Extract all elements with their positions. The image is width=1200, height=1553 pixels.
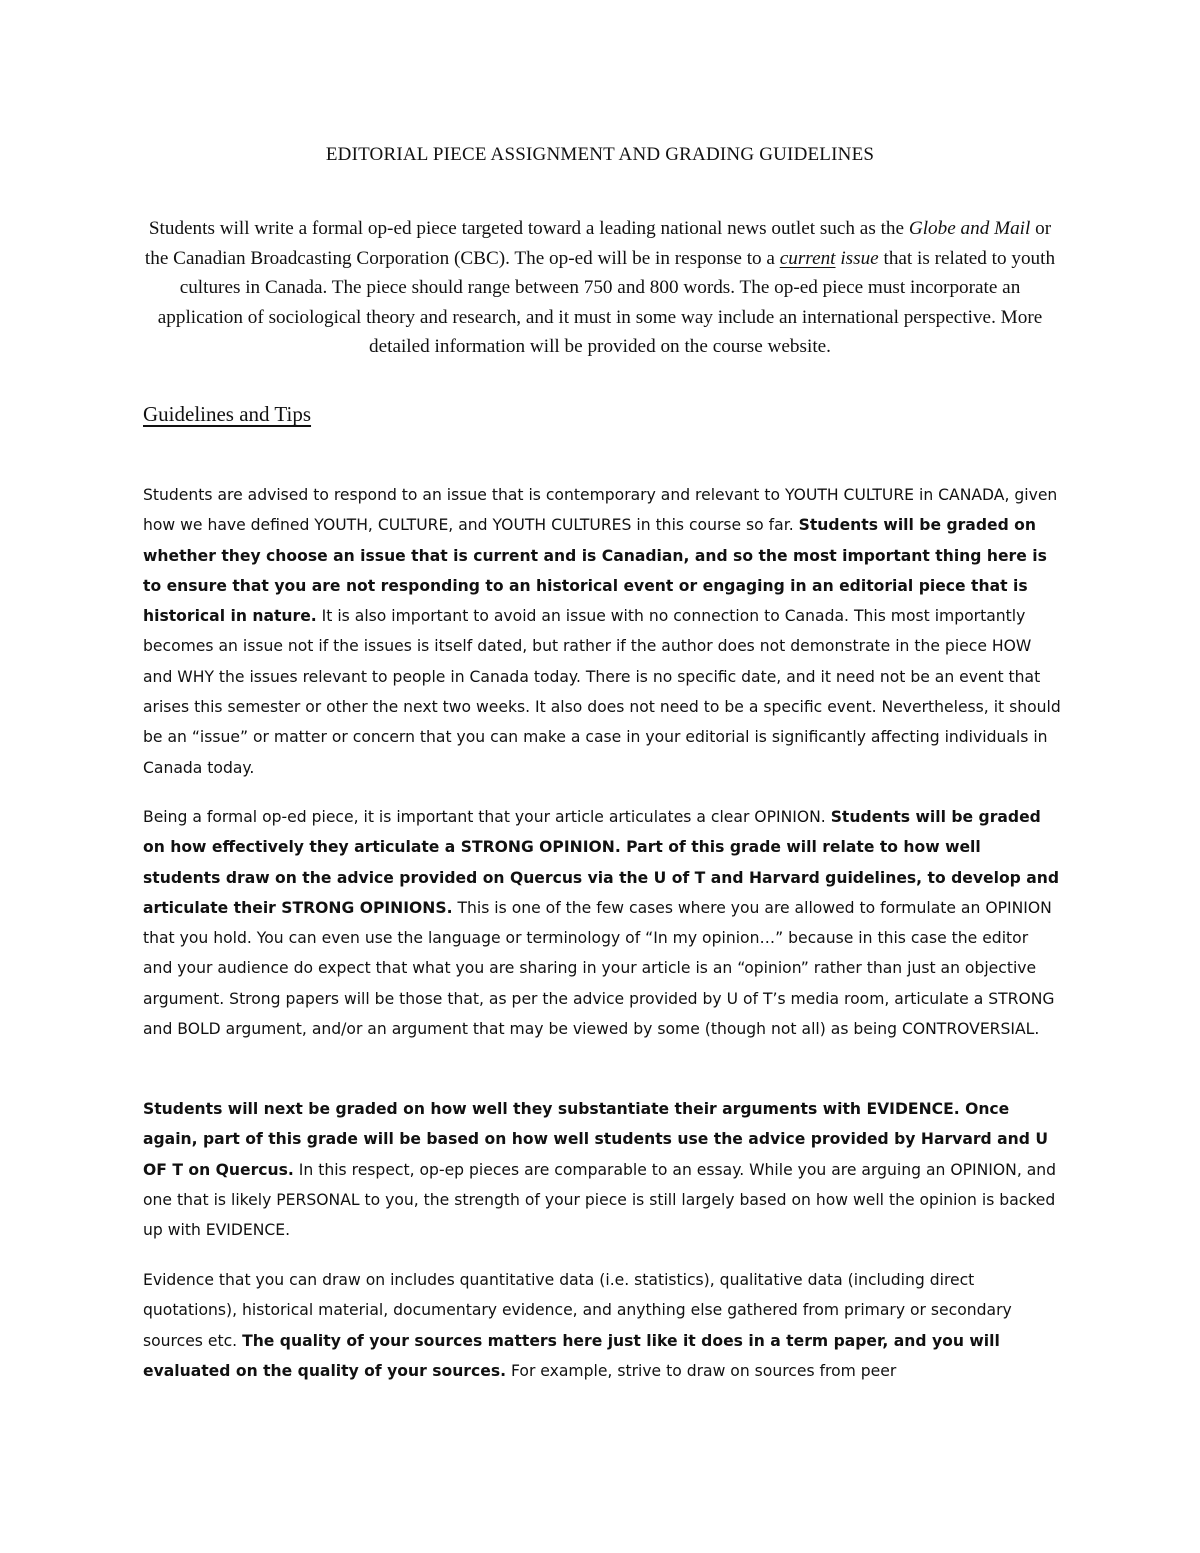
paragraph-text: In this respect, op-ep pieces are comparable to an essay. While you are arguing an OPINION, and one that is likely PERSONAL to you, the strength of your piece is still largely based on how well the opinion is backed up with EVIDENCE. bbox=[143, 1160, 1057, 1240]
paragraph-opinion bbox=[143, 802, 1061, 1044]
paragraph-issue-selection bbox=[143, 480, 1061, 783]
paragraph-text: Being a formal op-ed piece, it is important that your article articulates a clear OPINION. bbox=[143, 808, 831, 826]
intro-text: or the Canadian Broadcasting Corporation (CBC). The op-ed will be in response to a bbox=[144, 218, 1052, 269]
paragraph-bold-text: Students will next be graded on how well they substantiate their arguments with EVIDENCE. Once again, part of this grade will be based on how well students use the advice provided by Harvard and U OF T on Quercus. bbox=[143, 1100, 1049, 1179]
paragraph-bold-text: The quality of your sources matters here just like it does in a term paper, and you will evaluated on the quality of your sources. bbox=[143, 1331, 1000, 1380]
intro-underlined-current: current bbox=[779, 247, 836, 269]
intro-italic-publication: Globe and Mail bbox=[908, 218, 1031, 239]
paragraph-sources bbox=[143, 1265, 1061, 1386]
paragraph-bold-text: Students will be graded on how effectively they articulate a STRONG OPINION. Part of this grade will relate to how well students draw on the advice provided on Quercus via the U of T and Harvard guidelines, to develop and articulate their STRONG OPINIONS. bbox=[143, 808, 1060, 917]
section-heading: Guidelines and Tips bbox=[143, 402, 312, 426]
intro-text: that is related to youth cultures in Canada. The piece should range between 750 and 800 words. The op-ed piece must incorporate an application of sociological theory and research, and it must in some way include an international perspective. More detailed information will be provided on the course website. bbox=[157, 247, 1056, 357]
paragraph-text: It is also important to avoid an issue with no connection to Canada. This most importantly becomes an issue not if the issues is itself dated, but rather if the author does not demonstrate in the piece HOW and WHY the issues relevant to people in Canada today. There is no specific date, and it need not be an event that arises this semester or other the next two weeks. It also does not need to be a specific event. Nevertheless, it should be an “issue” or matter or concern that you can make a case in your editorial is significantly affecting individuals in Canada today. bbox=[143, 607, 1061, 777]
paragraph-evidence bbox=[143, 1094, 1061, 1245]
intro-text: Students will write a formal op-ed piece targeted toward a leading national news outlet such as the bbox=[148, 218, 909, 239]
paragraph-text: For example, strive to draw on sources from peer bbox=[506, 1361, 897, 1380]
paragraph-bold-text: Students will be graded on whether they choose an issue that is current and is Canadian, and so the most important thing here is to ensure that you are not responding to an historical event or engaging in an editorial piece that is historical in nature. bbox=[143, 516, 1047, 626]
paragraph-text: Evidence that you can draw on includes quantitative data (i.e. statistics), qualitative data (including direct quotations), historical material, documentary evidence, and anything else gathered from primary or secondary sources etc. bbox=[143, 1271, 1012, 1350]
intro-italic-issue: issue bbox=[835, 247, 879, 269]
paragraph-text: This is one of the few cases where you are allowed to formulate an OPINION that you hold. You can even use the language or terminology of “In my opinion…” because in this case the editor and your audience do expect that what you are sharing in your article is an “opinion” rather than just an objective argument. Strong papers will be those that, as per the advice provided by U of T’s media room, articulate a STRONG and BOLD argument, and/or an argument that may be viewed by some (though not all) as being CONTROVERSIAL. bbox=[143, 898, 1055, 1039]
document-title: EDITORIAL PIECE ASSIGNMENT AND GRADING GUIDELINES bbox=[325, 144, 875, 165]
paragraph-text: Students are advised to respond to an issue that is contemporary and relevant to YOUTH CULTURE in CANADA, given how we have defined YOUTH, CULTURE, and YOUTH CULTURES in this course so far. bbox=[143, 486, 1058, 535]
intro-paragraph bbox=[136, 214, 1064, 362]
